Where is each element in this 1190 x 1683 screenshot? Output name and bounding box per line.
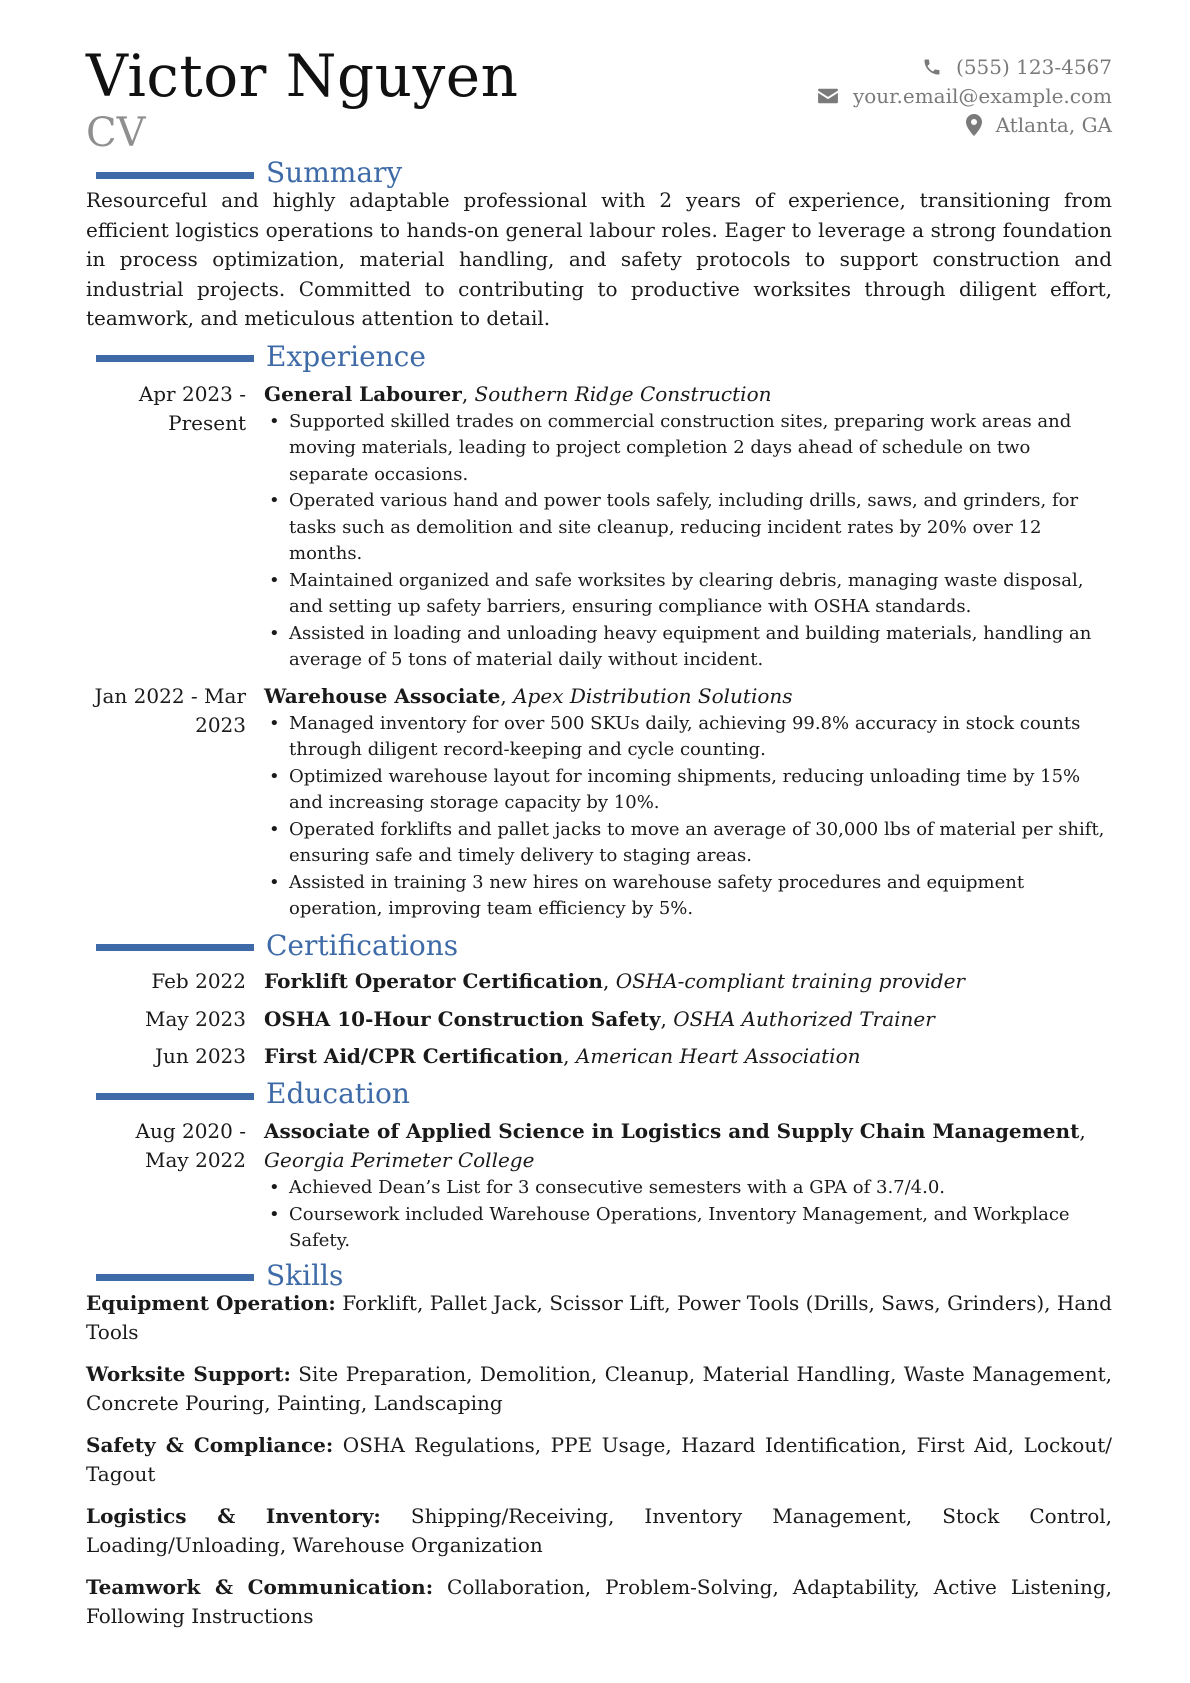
entry-heading	[264, 1117, 1112, 1146]
contact-location	[817, 110, 1112, 139]
cert-text	[264, 969, 965, 993]
cert-text	[264, 1007, 935, 1031]
section-accent-bar	[96, 355, 254, 362]
separator: ,	[602, 969, 616, 994]
section-accent-bar	[96, 944, 254, 951]
list-item: • Assisted in training 3 new hires on warehouse safety procedures and equipment operation, improving team efficiency by 5%.	[264, 870, 1112, 923]
email-link[interactable]: your.email@example.com	[852, 83, 1112, 108]
section-skills-heading	[86, 1259, 1112, 1293]
experience-entry	[86, 682, 1112, 923]
summary-text: Resourceful and highly adaptable professional with 2 years of experience, transitioning from efficient logistics operations to hands-on general labour roles. Eager to leverage a strong foundation in process optimization, material handling, and safety protocols to support construction and industrial projects. Committed to contributing to productive worksites through diligent effort, teamwork, and meticulous attention to detail.	[86, 188, 1112, 330]
entry-body	[264, 682, 1112, 923]
job-role: General Labourer	[264, 381, 462, 406]
cert-name: First Aid/CPR Certification	[264, 1044, 564, 1069]
cert-issuer: American Heart Association	[575, 1044, 861, 1069]
skill-values: OSHA Regulations, PPE Usage, Hazard Identification, First Aid, Lockout/ Tagout	[86, 1432, 1112, 1486]
list-item: • Supported skilled trades on commercial construction sites, preparing work areas and moving materials, leading to project completion 2 days ahead of schedule on two separate occasions.	[264, 409, 1112, 489]
section-experience-heading	[86, 340, 1112, 374]
date-start: Apr 2023 -	[138, 381, 246, 406]
list-item: • Operated various hand and power tools safely, including drills, saws, and grinders, for tasks such as demolition and site cleanup, reducing incident rates by 20% over 12 months.	[264, 488, 1112, 568]
experience-entry	[86, 380, 1112, 674]
list-item: • Operated forklifts and pallet jacks to move an average of 30,000 lbs of material per shift, ensuring safe and timely delivery to staging areas.	[264, 817, 1112, 870]
contact-email	[817, 81, 1112, 110]
separator: ,	[563, 1044, 576, 1069]
cert-text	[264, 1044, 860, 1068]
date-start: Aug 2020 -	[135, 1119, 246, 1143]
skill-line	[86, 1289, 1112, 1348]
bullet-list	[264, 711, 1112, 923]
cert-date: May 2023	[145, 1006, 246, 1031]
resume-page	[86, 40, 1112, 1644]
entry-date	[86, 380, 246, 674]
company-name: Southern Ridge Construction	[474, 381, 772, 406]
date-start: Jan 2022 - Mar	[94, 683, 246, 708]
phone-icon	[922, 57, 942, 77]
list-item: • Achieved Dean’s List for 3 consecutive semesters with a GPA of 3.7/4.0.	[264, 1175, 1112, 1202]
cert-name: OSHA 10-Hour Construction Safety	[264, 1006, 661, 1031]
certification-row	[86, 1000, 1112, 1038]
cert-name: Forklift Operator Certification	[264, 969, 603, 994]
cert-issuer: OSHA-compliant training provider	[615, 969, 965, 994]
candidate-name: Victor Nguyen	[86, 42, 519, 110]
contact-phone	[817, 52, 1112, 81]
bullet-list	[264, 409, 1112, 674]
envelope-icon	[817, 87, 839, 105]
resume-header	[86, 40, 1112, 156]
separator: ,	[660, 1006, 674, 1031]
separator: ,	[500, 683, 514, 708]
entry-heading	[264, 380, 1112, 409]
entry-body	[264, 1117, 1112, 1255]
entry-body	[264, 380, 1112, 674]
certification-row	[86, 963, 1112, 1001]
skill-line	[86, 1573, 1112, 1632]
section-title: Education	[266, 1077, 410, 1110]
bullet-list	[264, 1175, 1112, 1255]
cert-date: Jun 2023	[154, 1044, 246, 1069]
skill-values: Forklift, Pallet Jack, Scissor Lift, Power Tools (Drills, Saws, Grinders), Hand Tools	[86, 1290, 1112, 1344]
entry-heading	[264, 682, 1112, 711]
section-title: Experience	[266, 339, 426, 373]
skill-category: Safety & Compliance:	[86, 1432, 334, 1457]
company-name: Apex Distribution Solutions	[513, 683, 793, 708]
degree-name: Associate of Applied Science in Logistics and Supply Chain Management	[264, 1119, 1080, 1143]
list-item: • Optimized warehouse layout for incoming shipments, reducing unloading time by 15% and increasing storage capacity by 10%.	[264, 764, 1112, 817]
date-end: 2023	[195, 712, 246, 737]
list-item: • Maintained organized and safe worksites by clearing debris, managing waste disposal, and setting up safety barriers, ensuring compliance with OSHA standards.	[264, 568, 1112, 621]
document-subtitle: CV	[86, 110, 146, 156]
date-end: Present	[168, 410, 246, 435]
education-entry	[86, 1117, 1112, 1255]
phone-number: (555) 123-4567	[956, 54, 1112, 79]
skill-values: Collaboration, Problem-Solving, Adaptability, Active Listening, Following Instructions	[86, 1574, 1112, 1628]
section-certifications-heading	[86, 929, 1112, 963]
list-item: • Managed inventory for over 500 SKUs daily, achieving 99.8% accuracy in stock counts through diligent record-keeping and cycle counting.	[264, 711, 1112, 764]
list-item: • Coursework included Warehouse Operations, Inventory Management, and Workplace Safety.	[264, 1202, 1112, 1255]
cert-date: Feb 2022	[151, 969, 246, 994]
section-summary-heading	[86, 156, 1112, 190]
skill-line	[86, 1431, 1112, 1490]
date-end: May 2022	[145, 1148, 246, 1172]
section-accent-bar	[96, 172, 254, 179]
skill-values: Shipping/Receiving, Inventory Management, Stock Control, Loading/Unloading, Warehouse Organization	[86, 1503, 1112, 1557]
skill-category: Equipment Operation:	[86, 1290, 336, 1315]
entry-date	[86, 1117, 246, 1255]
skill-values: Site Preparation, Demolition, Cleanup, Material Handling, Waste Management, Concrete Pouring, Painting, Landscaping	[86, 1361, 1112, 1415]
job-role: Warehouse Associate	[264, 683, 501, 708]
section-accent-bar	[96, 1274, 254, 1281]
separator: ,	[1079, 1119, 1086, 1143]
separator: ,	[461, 381, 475, 406]
section-title: Summary	[266, 156, 403, 189]
skill-line	[86, 1502, 1112, 1561]
skill-category: Logistics & Inventory:	[86, 1503, 381, 1528]
skill-category: Worksite Support:	[86, 1361, 291, 1386]
section-accent-bar	[96, 1093, 254, 1100]
school-line	[264, 1146, 1112, 1175]
entry-date	[86, 682, 246, 923]
location-text: Atlanta, GA	[995, 112, 1112, 137]
cert-issuer: OSHA Authorized Trainer	[673, 1006, 935, 1031]
list-item: • Assisted in loading and unloading heavy equipment and building materials, handling an average of 5 tons of material daily without incident.	[264, 621, 1112, 674]
section-title: Skills	[266, 1258, 344, 1292]
skill-category: Teamwork & Communication:	[86, 1574, 434, 1599]
certification-row	[86, 1038, 1112, 1076]
skill-line	[86, 1360, 1112, 1419]
school-name: Georgia Perimeter College	[264, 1148, 535, 1172]
contact-block	[817, 52, 1112, 139]
section-title: Certifications	[266, 928, 459, 962]
section-education-heading	[86, 1077, 1112, 1111]
map-pin-icon	[966, 114, 982, 136]
